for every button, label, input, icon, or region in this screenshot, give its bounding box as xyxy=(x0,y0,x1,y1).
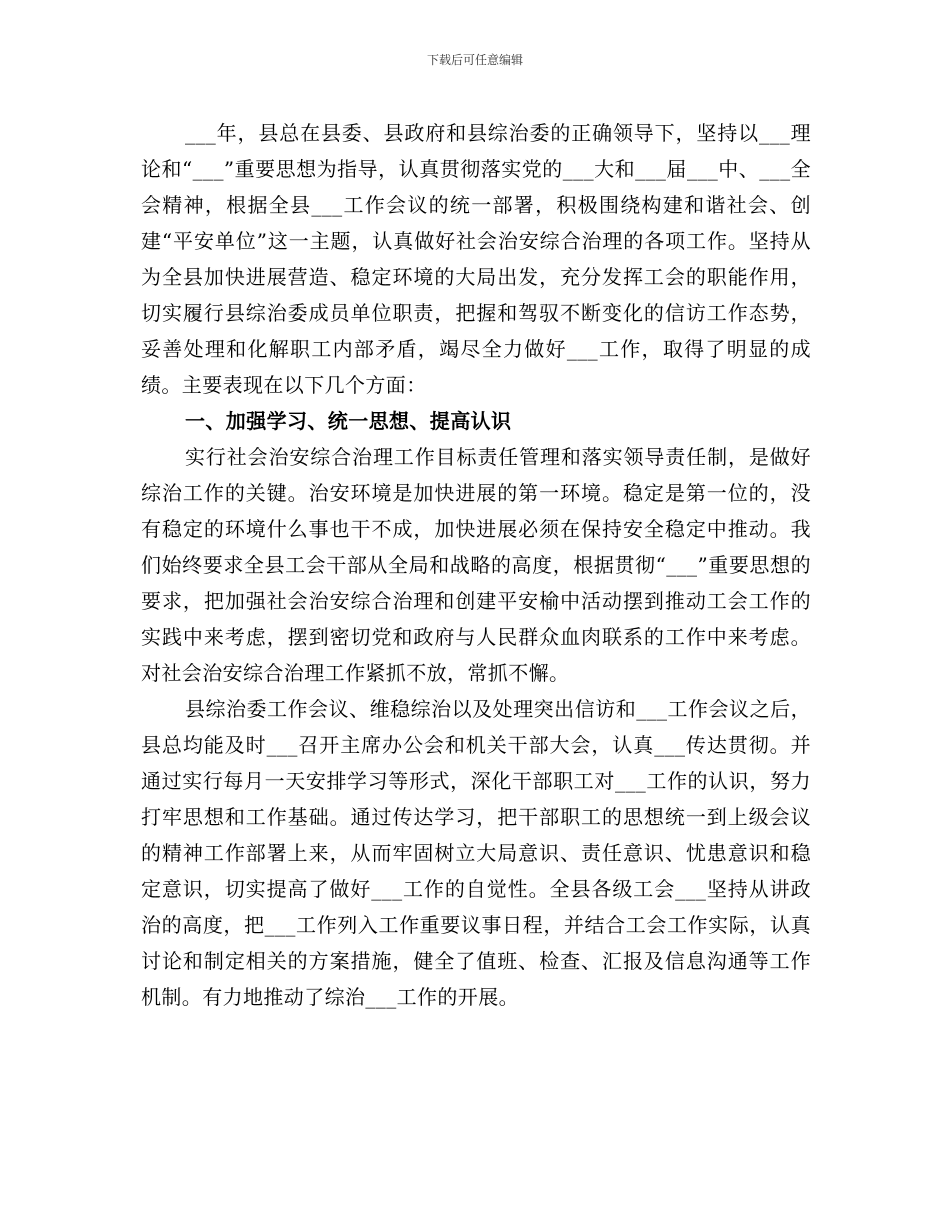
document-body xyxy=(141,115,811,1015)
page-header-note: 下载后可任意编辑 xyxy=(426,53,523,67)
section-heading: 一、加强学习、统一思想、提高认识 xyxy=(185,409,512,433)
intro-paragraph: ___年，县总在县委、县政府和县综治委的正确领导下，坚持以___理论和“___”重要思想为指导，认真贯彻落实党的___大和___届___中、___全会精神，根据全县___工作会议的统一部署，积极围绕构建和谐社会、创建“平安单位”这一主题，认真做好社会治安综合治理的各项工作。坚持从为全县加快进展营造、稳定环境的大局出发，充分发挥工会的职能作用，切实履行县综治委成员单位职责，把握和驾驭不断变化的信访工作态势，妥善处理和化解职工内部矛盾，竭尽全力做好___工作，取得了明显的成绩。主要表现在以下几个方面： xyxy=(141,121,811,397)
body-paragraph: 实行社会治安综合治理工作目标责任管理和落实领导责任制，是做好综治工作的关键。治安环境是加快进展的第一环境。稳定是第一位的，没有稳定的环境什么事也干不成，加快进展必须在保持安全稳定中推动。我们始终要求全县工会干部从全局和战略的高度，根据贯彻“___”重要思想的要求，把加强社会治安综合治理和创建平安榆中活动摆到推动工会工作的实践中来考虑，摆到密切党和政府与人民群众血肉联系的工作中来考虑。对社会治安综合治理工作紧抓不放，常抓不懈。 xyxy=(141,445,811,685)
body-paragraph: 县综治委工作会议、维稳综治以及处理突出信访和___工作会议之后，县总均能及时___召开主席办公会和机关干部大会，认真___传达贯彻。并通过实行每月一天安排学习等形式，深化干部职工对___工作的认识，努力打牢思想和工作基础。通过传达学习，把干部职工的思想统一到上级会议的精神工作部署上来，从而牢固树立大局意识、责任意识、忧患意识和稳定意识，切实提高了做好___工作的自觉性。全县各级工会___坚持从讲政治的高度，把___工作列入工作重要议事日程，并结合工会工作实际，认真讨论和制定相关的方案措施，健全了值班、检查、汇报及信息沟通等工作机制。有力地推动了综治___工作的开展。 xyxy=(141,697,811,1009)
